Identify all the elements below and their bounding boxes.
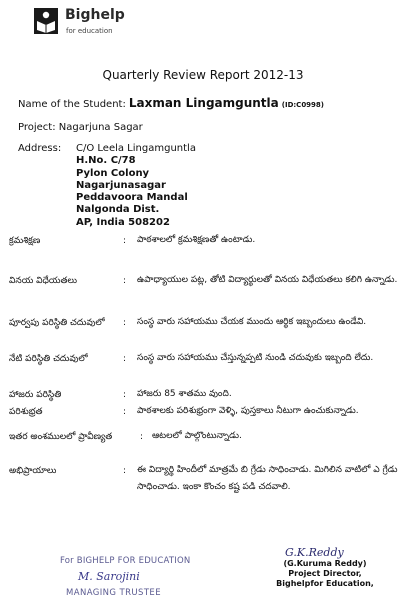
row-colon: : [140,432,144,442]
person-book-logo-icon [34,8,58,34]
row-label-remarks: అభిప్రాయాలు [9,466,57,476]
address-line: Nalgonda Dist. [76,204,160,216]
project-director-signature-block [250,546,400,589]
row-label-other-skills: ఇతర అంశములలో ప్రావీణ్యత [9,432,113,442]
row-value-attendance: హాజరు 85 శాతము వుంది. [137,389,232,399]
row-colon: : [123,354,127,364]
row-label-attendance: హాజరు పరిస్థితి [9,390,62,400]
row-label-manners: వినయ విధేయతలు [9,276,77,286]
row-label-discipline: క్రమశిక్షణ [9,236,41,246]
trustee-handwritten-signature: M. Sarojini [78,570,140,583]
row-label-present-condition: నేటి పరిస్థితి చదువులో [9,354,88,364]
row-colon: : [123,466,127,476]
row-value-present-condition: సంస్థ వారు సహాయము చేస్తున్నప్పటి నుండి చదువుకు ఇబ్బంది లేదు. [137,353,374,363]
student-name-value: Laxman Lingamguntla [128,96,279,110]
row-value-remarks: ఈ విద్యార్థి హిందీలో మాత్రమే బి గ్రేడు సాధించాడు. మిగిలిన వాటిలో ఎ గ్రేడు సాధించాడు. ఇంకా కొంచం కష్ట పడి చదవాలి. [137,465,398,492]
logo-tagline: for education [66,27,113,35]
logo-name: Bighelp [65,7,125,23]
address-line: C/O Leela Lingamguntla [76,143,196,154]
director-handwritten-signature: G.K.Reddy [285,546,344,559]
row-colon: : [123,390,127,400]
managing-trustee-signature-block [60,556,230,598]
address-line: Nagarjunasagar [76,179,166,191]
row-colon: : [123,276,127,286]
director-role: Project Director, [288,569,362,578]
director-org: Bighelpfor Education, [276,579,374,588]
director-name: (G.Kuruma Reddy) [283,559,367,568]
student-name-line [18,96,324,110]
address-line: AP, India 508202 [76,216,170,228]
row-colon: : [123,318,127,328]
address-label: Address: [18,143,62,154]
row-label-cleanliness: పరిశుభ్రత [9,407,43,417]
report-title: Quarterly Review Report 2012-13 [102,68,304,82]
signature-org-label: For BIGHELP FOR EDUCATION [60,556,191,566]
address-line: H.No. C/78 [76,155,136,167]
address-block [76,143,196,229]
row-value-other-skills: ఆటలలో పాల్గొంటున్నాడు. [152,431,242,441]
row-value-manners: ఉపాధ్యాయుల పట్ల, తోటి విద్యార్థులతో వినయ విధేయతలు కలిగి ఉన్నాడు. [137,275,398,285]
student-name-label: Name of the Student: [18,99,126,110]
row-colon: : [123,236,127,246]
student-id: (ID:C0998) [281,101,324,109]
address-line: Pylon Colony [76,167,150,179]
row-value-past-condition: సంస్థ వారు సహాయము చేయక ముందు ఆర్థిక ఇబ్బందులు ఉండేవి. [137,317,367,327]
row-value-discipline: పాఠశాలలో క్రమశిక్షణతో ఉంటాడు. [137,235,256,245]
project-line: Project: Nagarjuna Sagar [18,122,143,133]
trustee-role: MANAGING TRUSTEE [66,588,161,598]
row-value-cleanliness: పాఠశాలకు పరిశుభ్రంగా వెళ్ళి, పుస్తకాలు నీటుగా ఉంచుకున్నాడు. [137,406,359,416]
row-label-past-condition: పూర్వపు పరిస్థితి చదువులో [9,318,105,328]
address-line: Peddavoora Mandal [76,192,188,204]
row-colon: : [123,407,127,417]
